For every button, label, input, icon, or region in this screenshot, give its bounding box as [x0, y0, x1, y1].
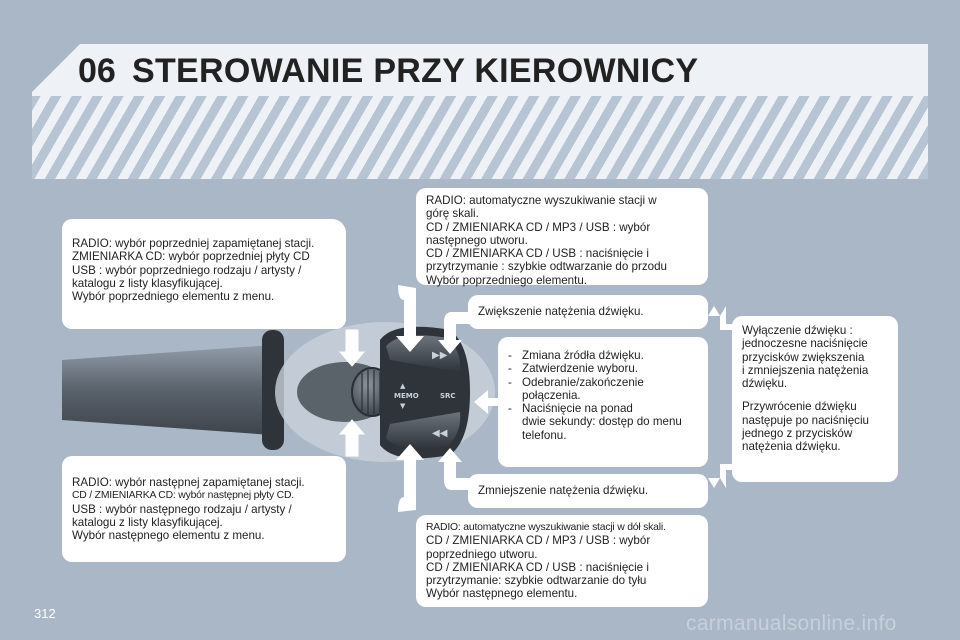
text-line: przytrzymanie : szybkie odtwarzanie do przodu	[426, 260, 668, 274]
text-line: CD / ZMIENIARKA CD / USB : naciśnięcie i	[426, 560, 649, 574]
text-line: przycisków zwiększenia	[742, 350, 865, 364]
text-line: przytrzymanie: szybkie odtwarzanie do tyłu	[426, 574, 647, 588]
text-line: RADIO: wybór następnej zapamiętanej stacji.	[72, 476, 305, 489]
next-icon: ▶▶	[432, 350, 448, 361]
info-box-volume-down	[468, 474, 708, 508]
text-line: ZMIENIARKA CD: wybór poprzedniej płyty CD	[72, 250, 310, 264]
text-line: CD / ZMIENIARKA CD / MP3 / USB : wybór	[426, 220, 651, 234]
text-line: poprzedniego utworu.	[426, 547, 538, 561]
text-line: dźwięku.	[742, 377, 788, 391]
text-line: Wybór następnego elementu.	[426, 587, 578, 601]
text-line: natężenia dźwięku.	[742, 440, 841, 454]
text-line: RADIO: automatyczne wyszukiwanie stacji w dół skali.	[426, 522, 666, 533]
memo-down-icon: ▼	[400, 402, 406, 410]
text-line: następuje po naciśnięciu	[742, 413, 869, 427]
stalk-shaft	[62, 345, 272, 435]
info-box-volume-up	[468, 295, 708, 329]
page-number: 312	[34, 606, 56, 621]
text-line: CD / ZMIENIARKA CD / MP3 / USB : wybór	[426, 534, 651, 548]
chapter-number: 06	[78, 52, 116, 90]
page-title: STEROWANIE PRZY KIEROWNICY	[132, 52, 699, 90]
arrow-mute-bottom	[708, 464, 732, 488]
list-item: - Zatwierdzenie wyboru.	[508, 362, 638, 376]
info-box-next-station	[62, 456, 346, 562]
info-box-source	[498, 337, 708, 467]
arrow-mute-top	[708, 306, 732, 330]
info-box-previous-station	[62, 219, 346, 329]
memo-label: MEMO	[394, 392, 419, 400]
list-item: - Naciśnięcie na ponad	[508, 402, 633, 416]
text-line: Zmniejszenie natężenia dźwięku.	[478, 484, 649, 497]
text-line: katalogu z listy klasyfikującej.	[72, 515, 223, 529]
text-line: następnego utworu.	[426, 233, 528, 247]
prev-icon: ◀◀	[432, 428, 448, 439]
text-line: katalogu z listy klasyfikującej.	[72, 276, 223, 290]
text-line: RADIO: wybór poprzedniej zapamiętanej stacji.	[72, 237, 315, 250]
watermark: carmanualsonline.info	[686, 612, 897, 635]
list-item: - Zmiana źródła dźwięku.	[508, 349, 644, 362]
list-item-cont: połączenia.	[522, 388, 581, 402]
text-line: górę skali.	[426, 207, 479, 221]
info-box-mute	[732, 316, 898, 482]
text-line: CD / ZMIENIARKA CD: wybór następnej płyty CD.	[72, 490, 294, 502]
list-item: - Odebranie/zakończenie	[508, 375, 644, 389]
text-line: Przywrócenie dźwięku	[742, 400, 857, 414]
text-line: CD / ZMIENIARKA CD / USB : naciśnięcie i	[426, 247, 649, 261]
text-line: Wyłączenie dźwięku :	[742, 324, 853, 337]
info-box-seek-down	[416, 515, 708, 607]
memo-up-icon: ▲	[400, 382, 406, 390]
text-line: USB : wybór poprzedniego rodzaju / artysty /	[72, 263, 302, 277]
text-line: RADIO: automatyczne wyszukiwanie stacji w	[426, 194, 657, 207]
text-line: Wybór następnego elementu z menu.	[72, 529, 265, 543]
list-item-cont: telefonu.	[522, 428, 567, 442]
info-box-seek-up	[416, 188, 708, 285]
text-line: jednego z przycisków	[742, 427, 853, 441]
text-line: jednoczesne naciśnięcie	[742, 337, 868, 351]
text-line: Wybór poprzedniego elementu.	[426, 273, 588, 287]
src-label: SRC	[440, 392, 456, 400]
text-line: i zmniejszenia natężenia	[742, 363, 869, 377]
list-item-cont: dwie sekundy: dostęp do menu	[522, 415, 682, 429]
text-line: USB : wybór następnego rodzaju / artysty /	[72, 502, 292, 516]
text-line: Zwiększenie natężenia dźwięku.	[478, 305, 644, 318]
text-line: Wybór poprzedniego elementu z menu.	[72, 290, 275, 304]
